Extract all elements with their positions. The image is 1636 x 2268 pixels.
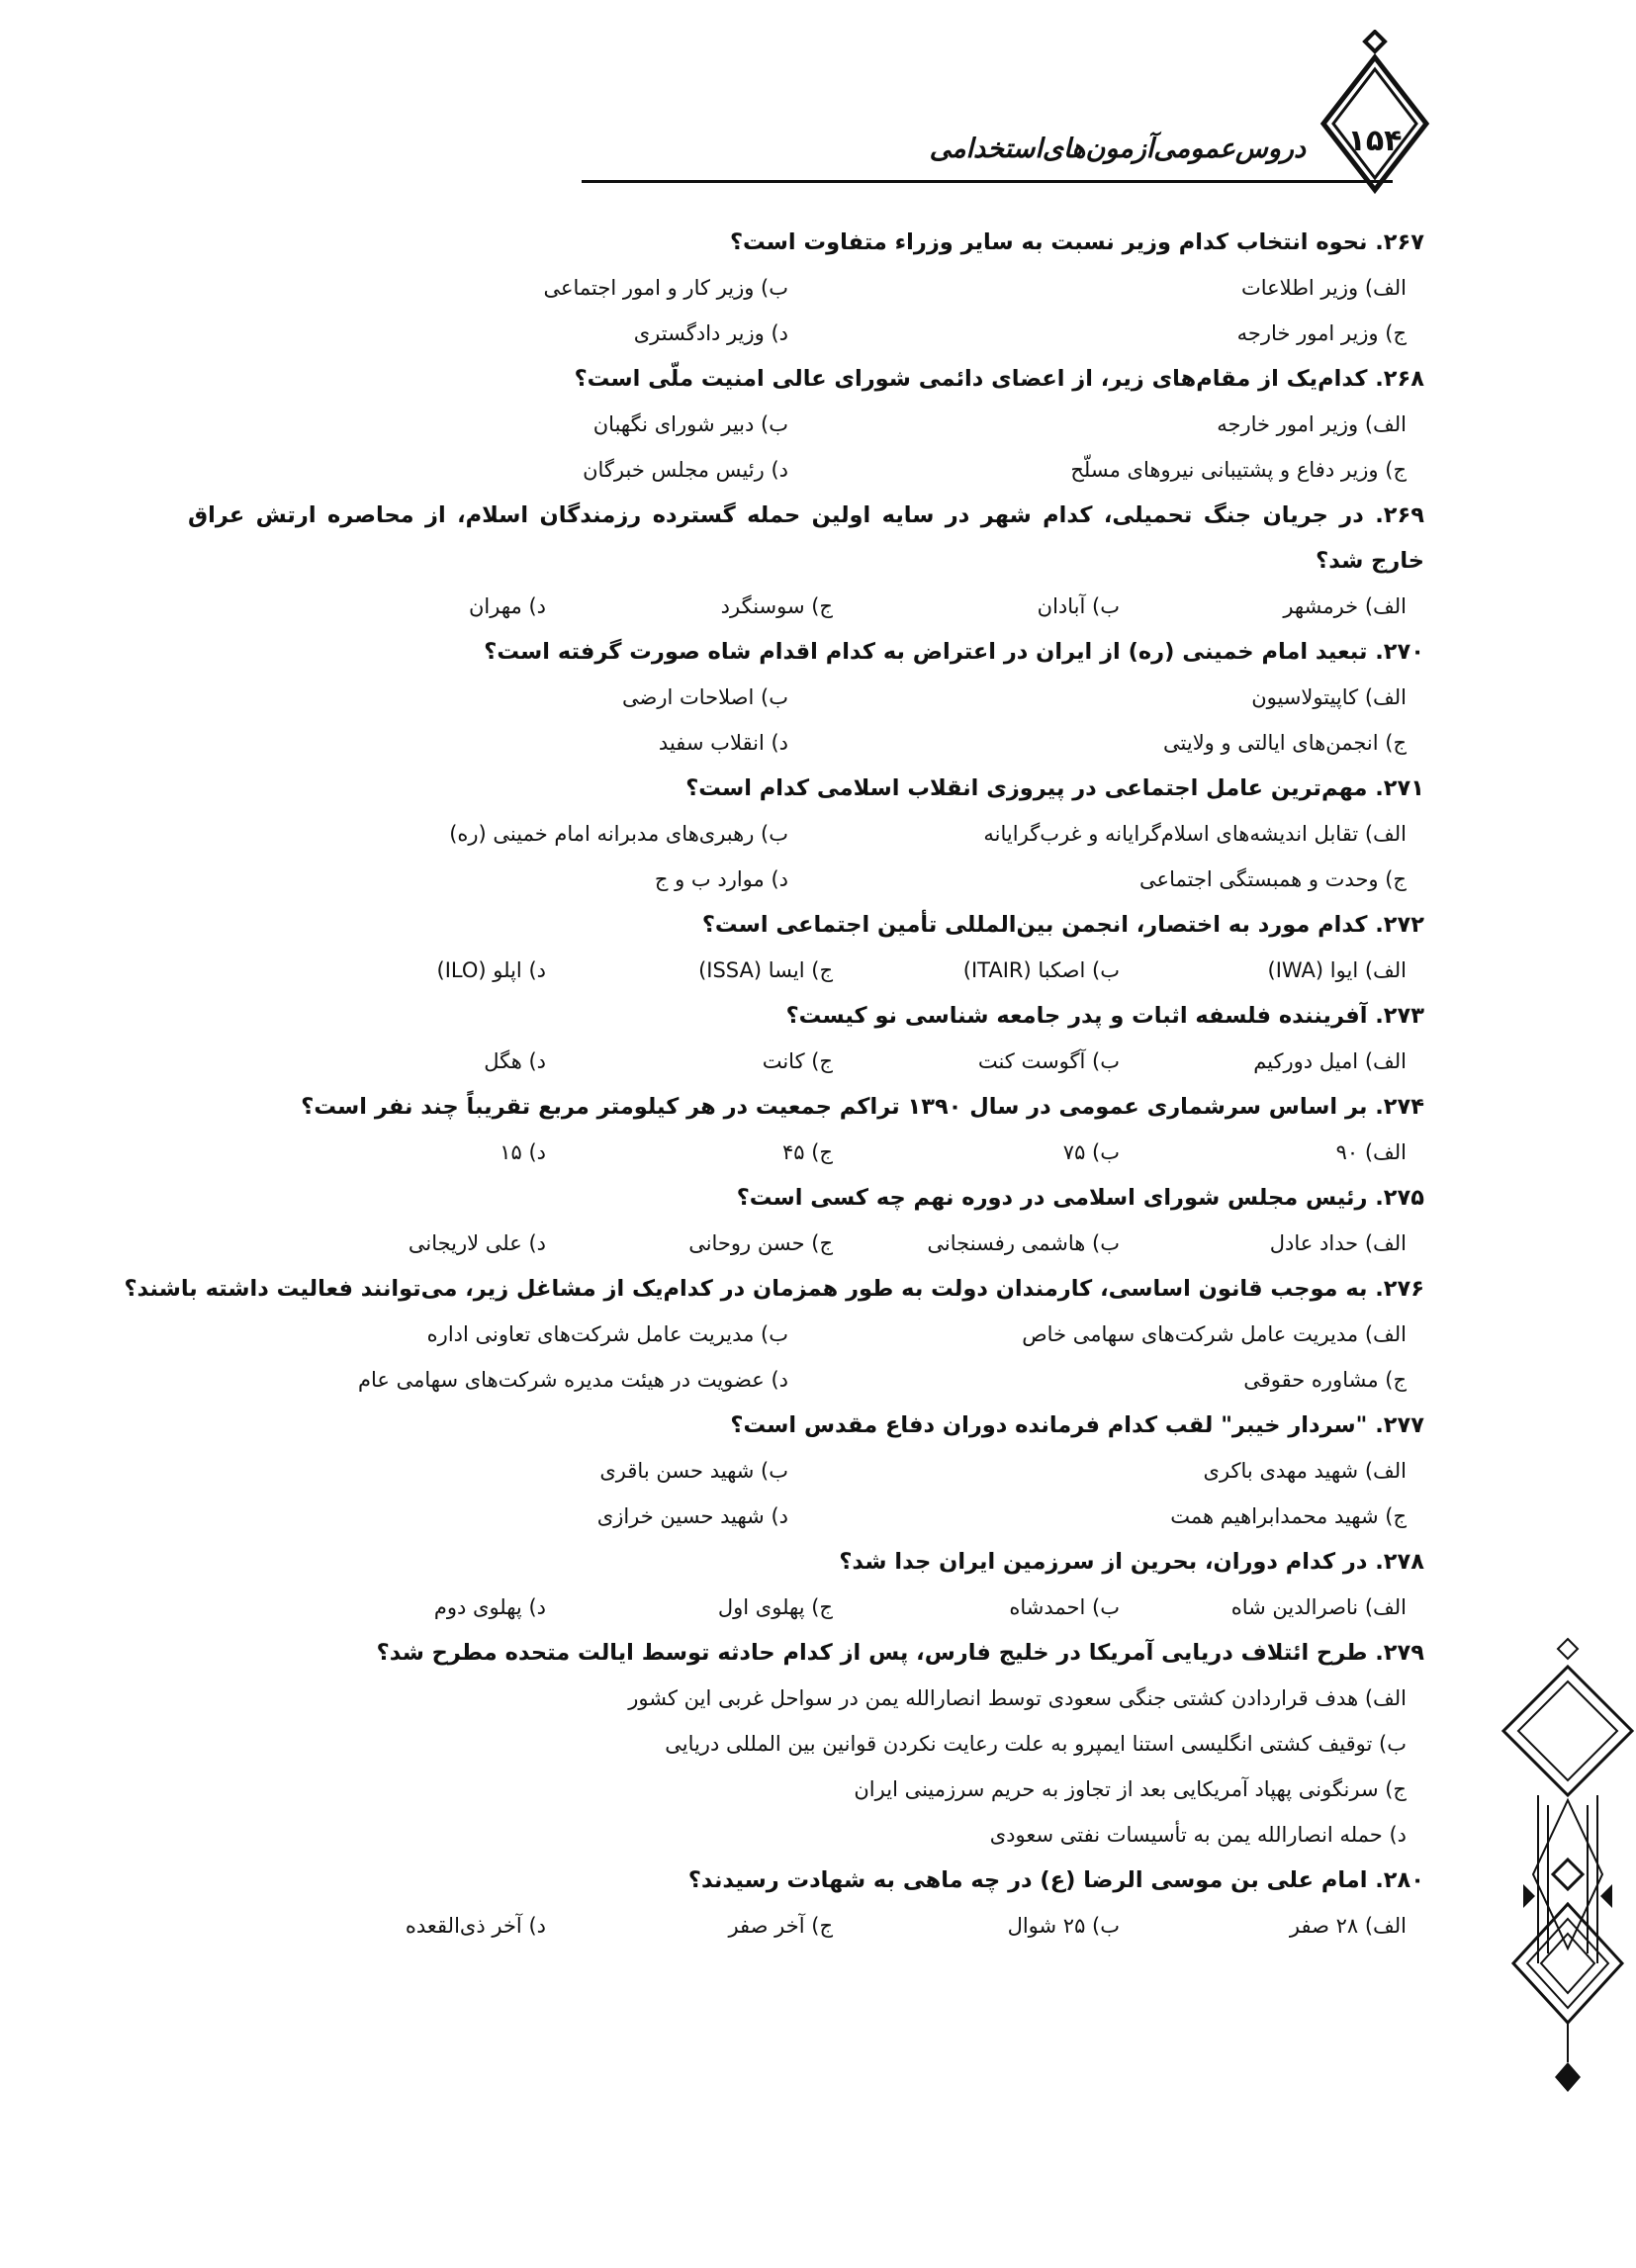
- answer-option: الف) ناصرالدین شاه: [1230, 1595, 1407, 1619]
- options-row: [188, 311, 1424, 356]
- options-row: [188, 1039, 1424, 1084]
- answer-option: د) حمله انصارالله یمن به تأسیسات نفتی سعودی: [989, 1823, 1407, 1847]
- answer-option: ب) مدیریت عامل شرکت‌های تعاونی اداره: [426, 1322, 788, 1346]
- answer-option: د) آخر ذی‌القعده: [405, 1914, 546, 1938]
- options-row: [188, 1903, 1424, 1949]
- answer-option: ب) دبیر شورای نگهبان: [592, 412, 788, 436]
- answer-option: د) انقلاب سفید: [658, 731, 788, 755]
- options-row: [188, 265, 1424, 311]
- question-text: ۲۷۹. طرح ائتلاف دریایی آمریکا در خلیج فارس، پس از کدام حادثه توسط ایالت متحده مطرح شد؟: [376, 1640, 1424, 1666]
- answer-option: ب) وزیر کار و امور اجتماعی: [543, 276, 788, 300]
- question-text: ۲۷۲. کدام مورد به اختصار، انجمن بین‌المللی تأمین اجتماعی است؟: [701, 912, 1424, 938]
- question-text: ۲۷۰. تبعید امام خمینی (ره) از ایران در اعتراض به کدام اقدام شاه صورت گرفته است؟: [484, 639, 1424, 665]
- answer-option: د) عضویت در هیئت مدیره شرکت‌های سهامی عام: [358, 1368, 788, 1392]
- options-row: [188, 1812, 1424, 1858]
- answer-option: د) وزیر دادگستری: [633, 321, 788, 345]
- options-row: [188, 447, 1424, 493]
- options-row: [188, 584, 1424, 629]
- options-row: [188, 1721, 1424, 1767]
- options-row: [188, 1494, 1424, 1539]
- answer-option: د) شهید حسین خرازی: [596, 1504, 788, 1528]
- question-text: ۲۷۷. "سردار خیبر" لقب کدام فرمانده دوران دفاع مقدس است؟: [730, 1412, 1424, 1438]
- page-number-badge-icon: [1316, 30, 1434, 198]
- answer-option: الف) مدیریت عامل شرکت‌های سهامی خاص: [1022, 1322, 1407, 1346]
- answer-option: د) اپلو (ILO): [436, 958, 546, 982]
- answer-option: ب) احمدشاه: [1009, 1595, 1120, 1619]
- answer-option: ج) حسن روحانی: [688, 1231, 833, 1255]
- answer-option: د) هگل: [484, 1049, 546, 1073]
- answer-option: ج) مشاوره حقوقی: [1243, 1368, 1407, 1392]
- answer-option: ج) ۴۵: [782, 1140, 833, 1164]
- answer-option: ج) وزیر دفاع و پشتیبانی نیروهای مسلّح: [1070, 458, 1407, 482]
- options-row: [188, 1767, 1424, 1812]
- options-row: [188, 402, 1424, 447]
- page-number: ۱۵۴: [1347, 124, 1403, 158]
- question-text: ۲۷۱. مهم‌ترین عامل اجتماعی در پیروزی انقلاب اسلامی کدام است؟: [685, 775, 1424, 801]
- answer-option: ب) آبادان: [1037, 594, 1120, 618]
- answer-option: الف) ایوا (IWA): [1267, 958, 1407, 982]
- answer-option: ج) آخر صفر: [728, 1914, 833, 1938]
- answer-option: ب) آگوست کنت: [977, 1049, 1120, 1073]
- question-text: ۲۷۵. رئیس مجلس شورای اسلامی در دوره نهم چه کسی است؟: [736, 1185, 1424, 1211]
- answer-option: الف) کاپیتولاسیون: [1251, 685, 1407, 709]
- answer-option: د) رئیس مجلس خبرگان: [583, 458, 788, 482]
- options-row: [188, 1312, 1424, 1357]
- answer-option: د) ۱۵: [500, 1140, 546, 1164]
- answer-option: الف) خرمشهر: [1283, 594, 1407, 618]
- options-row: [188, 1585, 1424, 1630]
- answer-option: د) پهلوی دوم: [433, 1595, 546, 1619]
- question-text: ۲۷۶. به موجب قانون اساسی، کارمندان دولت به طور همزمان در کدام‌یک از مشاغل زیر، می‌توانند فعالیت داشته باشند؟: [124, 1276, 1424, 1302]
- answer-option: ب) اصکبا (ITAIR): [962, 958, 1120, 982]
- question-text: ۲۸۰. امام علی بن موسی الرضا (ع) در چه ماهی به شهادت رسیدند؟: [687, 1867, 1424, 1893]
- options-row: [188, 1221, 1424, 1266]
- answer-option: الف) وزیر اطلاعات: [1240, 276, 1407, 300]
- options-row: [188, 1676, 1424, 1721]
- answer-option: ب) شهید حسن باقری: [599, 1459, 788, 1483]
- answer-option: الف) هدف قراردادن کشتی جنگی سعودی توسط انصارالله یمن در سواحل غربی این کشور: [628, 1686, 1407, 1710]
- options-row: [188, 811, 1424, 857]
- answer-option: الف) حداد عادل: [1269, 1231, 1407, 1255]
- header-rule: [582, 180, 1393, 183]
- options-row: [188, 857, 1424, 902]
- answer-option: ب) ۲۵ شوال: [1007, 1914, 1120, 1938]
- answer-option: ج) وحدت و همبستگی اجتماعی: [1139, 867, 1407, 891]
- answer-option: الف) تقابل اندیشه‌های اسلام‌گرایانه و غرب‌گرایانه: [983, 822, 1407, 846]
- answer-option: ج) سوسنگرد: [720, 594, 833, 618]
- side-ornament-icon: [1494, 1637, 1636, 2097]
- header-title: دروس‌عمومی‌آزمون‌های‌استخدامی: [929, 134, 1306, 164]
- answer-option: ب) رهبری‌های مدبرانه امام خمینی (ره): [449, 822, 788, 846]
- question-text: ۲۶۷. نحوه انتخاب کدام وزیر نسبت به سایر وزراء متفاوت است؟: [729, 229, 1424, 255]
- page-header: [554, 30, 1444, 208]
- answer-option: الف) امیل دورکیم: [1253, 1049, 1407, 1073]
- answer-option: ج) ایسا (ISSA): [698, 958, 833, 982]
- question-text: ۲۶۹. در جریان جنگ تحمیلی، کدام شهر در سایه اولین حمله گسترده رزمندگان اسلام، از محاصره ارتش عراق خارج شد؟: [188, 502, 1424, 574]
- answer-option: ج) کانت: [762, 1049, 833, 1073]
- answer-option: ب) اصلاحات ارضی: [622, 685, 788, 709]
- answer-option: ج) شهید محمدابراهیم همت: [1170, 1504, 1407, 1528]
- options-row: [188, 948, 1424, 993]
- question-text: ۲۷۳. آفریننده فلسفه اثبات و پدر جامعه شناسی نو کیست؟: [785, 1003, 1424, 1029]
- options-row: [188, 1448, 1424, 1494]
- answer-option: ج) پهلوی اول: [717, 1595, 833, 1619]
- answer-option: د) موارد ب و ج: [654, 867, 788, 891]
- answer-option: الف) شهید مهدی باکری: [1203, 1459, 1407, 1483]
- answer-option: ج) وزیر امور خارجه: [1236, 321, 1407, 345]
- question-text: ۲۶۸. کدام‌یک از مقام‌های زیر، از اعضای دائمی شورای عالی امنیت ملّی است؟: [574, 366, 1424, 392]
- answer-option: د) علی لاریجانی: [408, 1231, 546, 1255]
- question-text: ۲۷۴. بر اساس سرشماری عمومی در سال ۱۳۹۰ تراکم جمعیت در هر کیلومتر مربع تقریباً چند نفر است؟: [301, 1094, 1424, 1120]
- answer-option: الف) وزیر امور خارجه: [1217, 412, 1407, 436]
- options-row: [188, 720, 1424, 766]
- answer-option: ب) توقیف کشتی انگلیسی استنا ایمپرو به علت رعایت نکردن قوانین بین المللی دریایی: [665, 1732, 1407, 1756]
- question-text: ۲۷۸. در کدام دوران، بحرین از سرزمین ایران جدا شد؟: [839, 1549, 1424, 1575]
- questions-list: [124, 220, 1424, 1949]
- answer-option: د) مهران: [469, 594, 546, 618]
- answer-option: ب) ۷۵: [1062, 1140, 1120, 1164]
- answer-option: الف) ۹۰: [1335, 1140, 1407, 1164]
- answer-option: الف) ۲۸ صفر: [1289, 1914, 1407, 1938]
- options-row: [188, 675, 1424, 720]
- answer-option: ب) هاشمی رفسنجانی: [927, 1231, 1120, 1255]
- options-row: [188, 1357, 1424, 1403]
- options-row: [188, 1130, 1424, 1175]
- answer-option: ج) انجمن‌های ایالتی و ولایتی: [1163, 731, 1407, 755]
- answer-option: ج) سرنگونی پهپاد آمریکایی بعد از تجاوز به حریم سرزمینی ایران: [854, 1777, 1407, 1801]
